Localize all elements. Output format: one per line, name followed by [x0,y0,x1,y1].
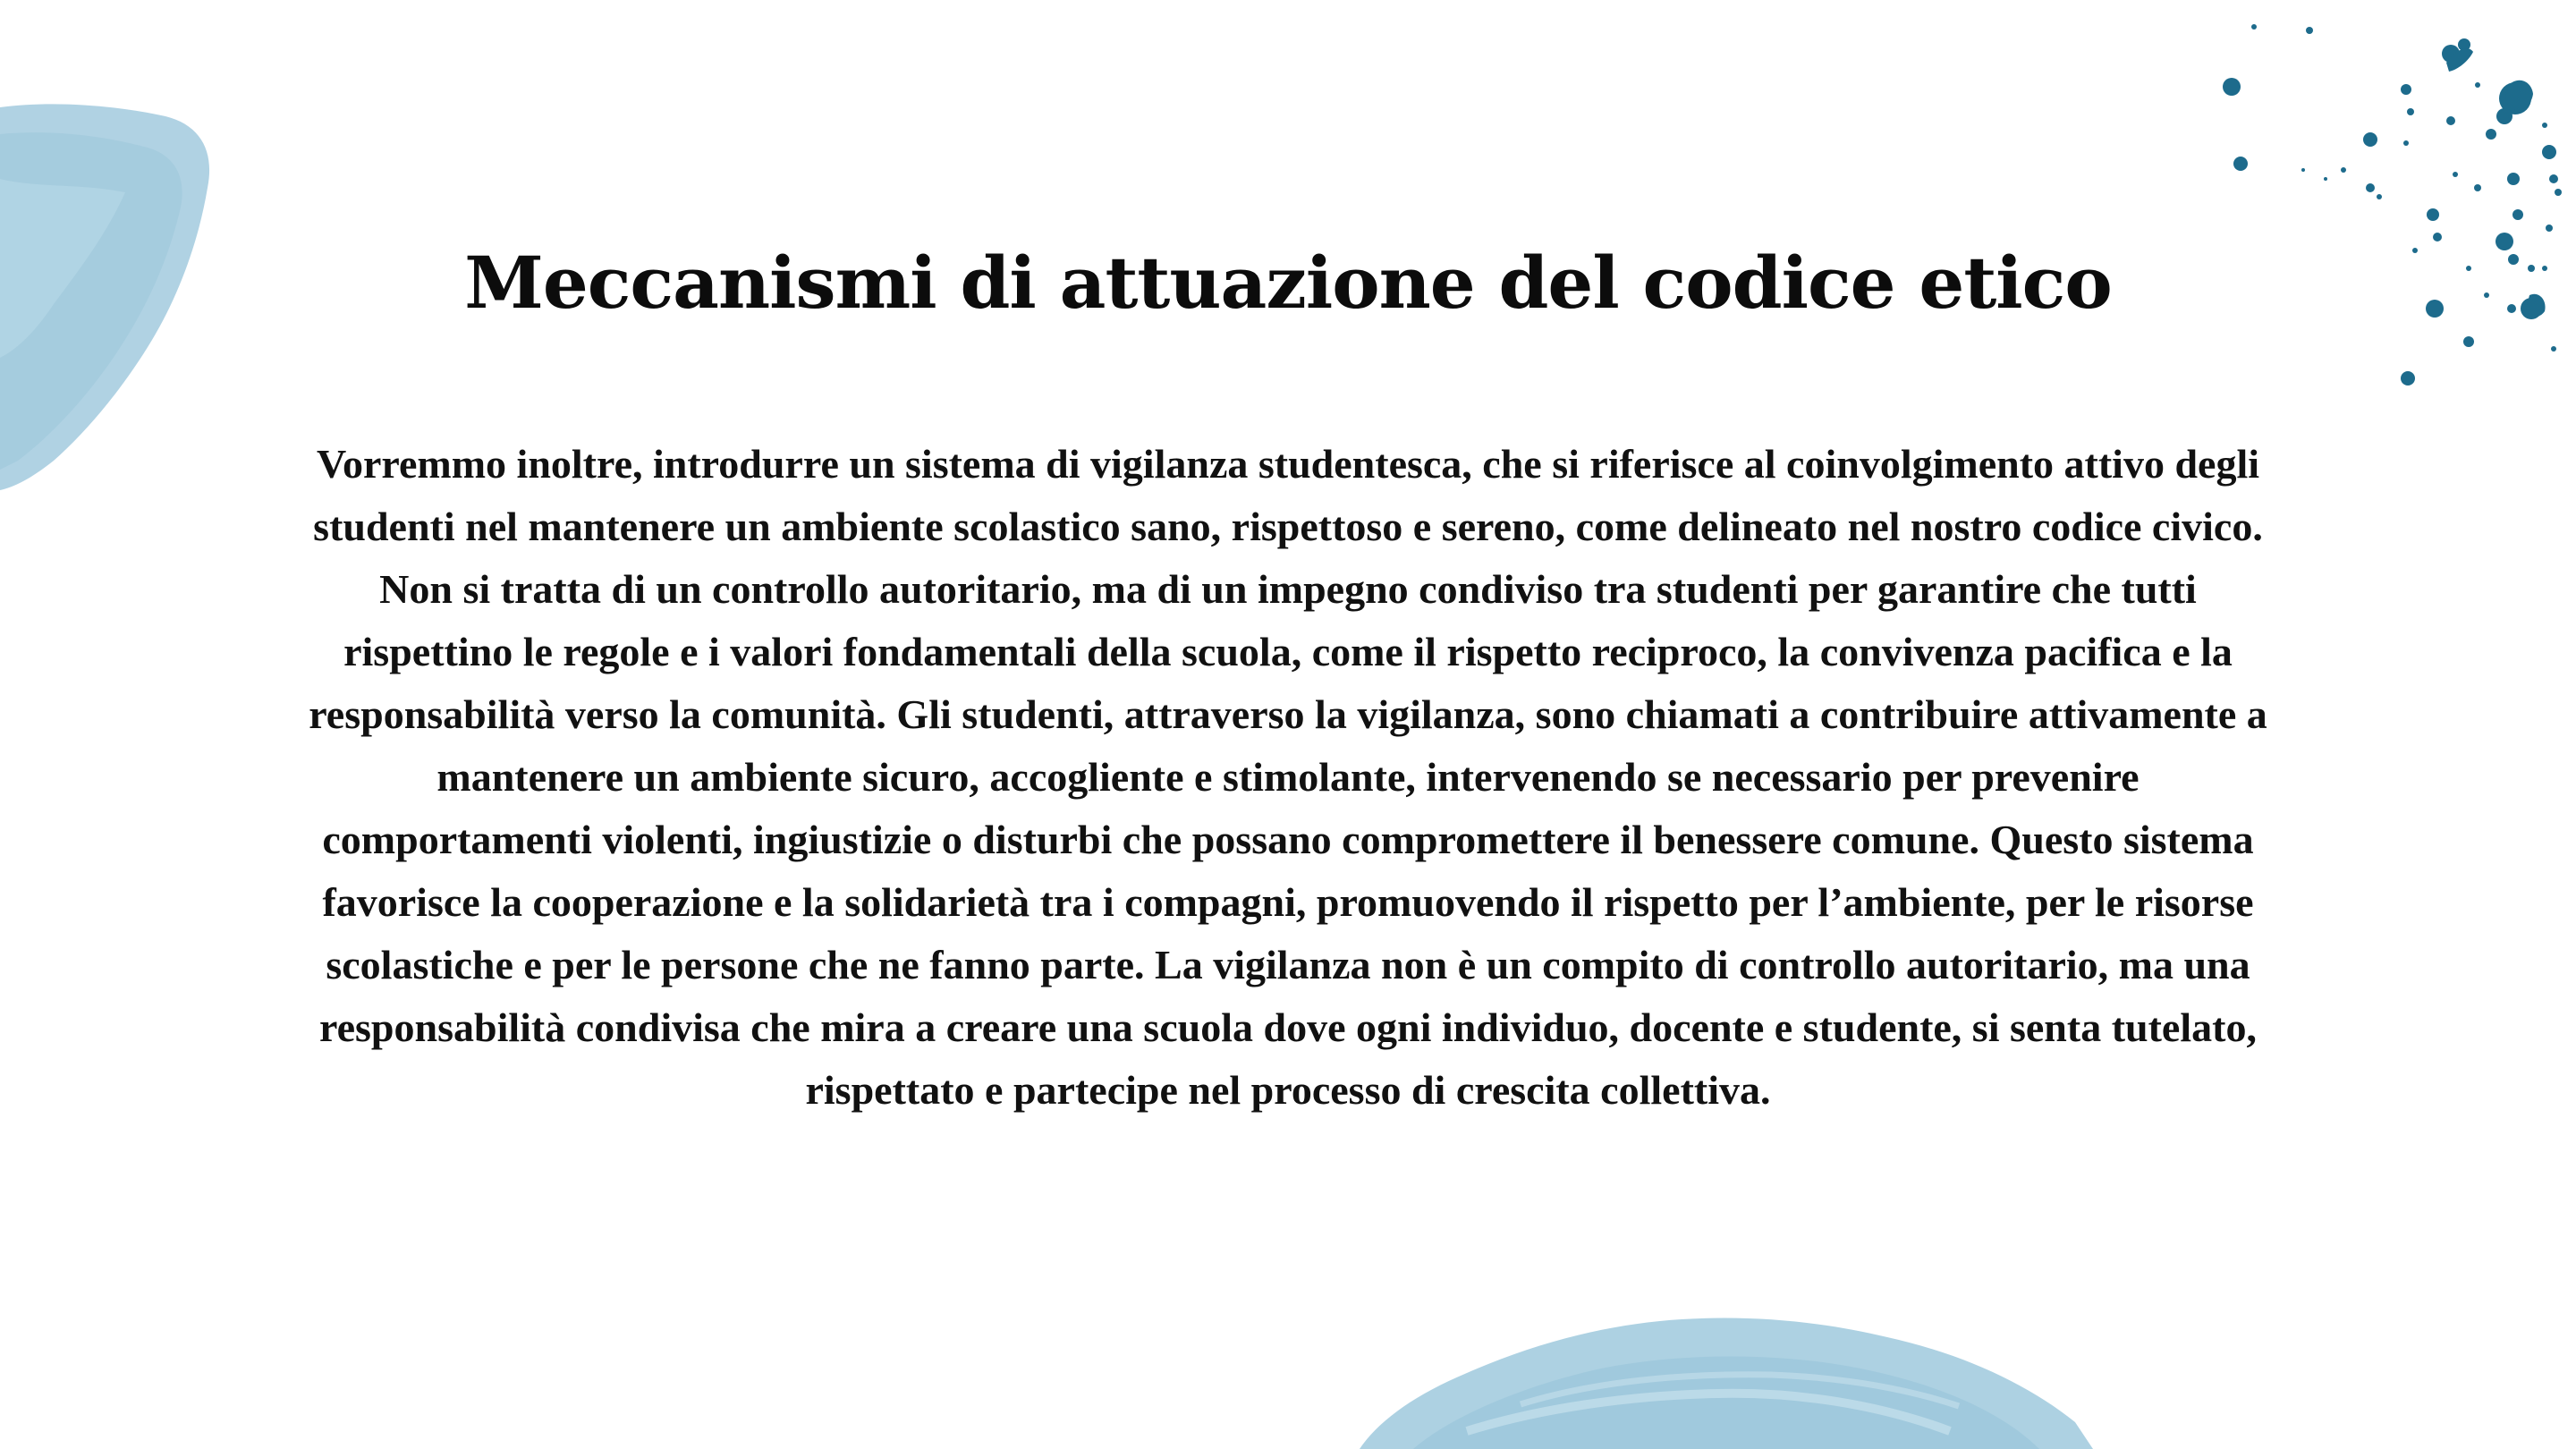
slide-body-text: Vorremmo inoltre, introdurre un sistema di vigilanza studentesca, che si riferisce al coinvolgimento attivo degli studenti nel mantenere un ambiente scolastico sano, rispettoso e sereno, come delineato nel nostro codice civico. Non si tratta di un controllo autoritario, ma di un impegno condiviso tra studenti per garantire che tutti rispettino le regole e i valori fondamentali della scuola, come il rispetto reciproco, la convivenza pacifica e la responsabilità verso la comunità. Gli studenti, attraverso la vigilanza, sono chiamati a contribuire attivamente a mantenere un ambiente sicuro, accogliente e stimolante, intervenendo se necessario per prevenire comportamenti violenti, ingiustizie o disturbi che possano compromettere il benessere comune. Questo sistema favorisce la cooperazione e la solidarietà tra i compagni, promuovendo il rispetto per l’ambiente, per le risorse scolastiche e per le persone che ne fanno parte. La vigilanza non è un compito di controllo autoritario, ma una responsabilità condivisa che mira a creare una scuola dove ogni individuo, docente e studente, si senta tutelato, rispettato e partecipe nel processo di crescita collettiva. [309,441,2267,1113]
slide-title: Meccanismi di attuazione del codice etico [464,241,2112,325]
watercolor-blob-bottom-icon [1360,1318,2093,1449]
ink-splatter-icon [2223,24,2562,386]
